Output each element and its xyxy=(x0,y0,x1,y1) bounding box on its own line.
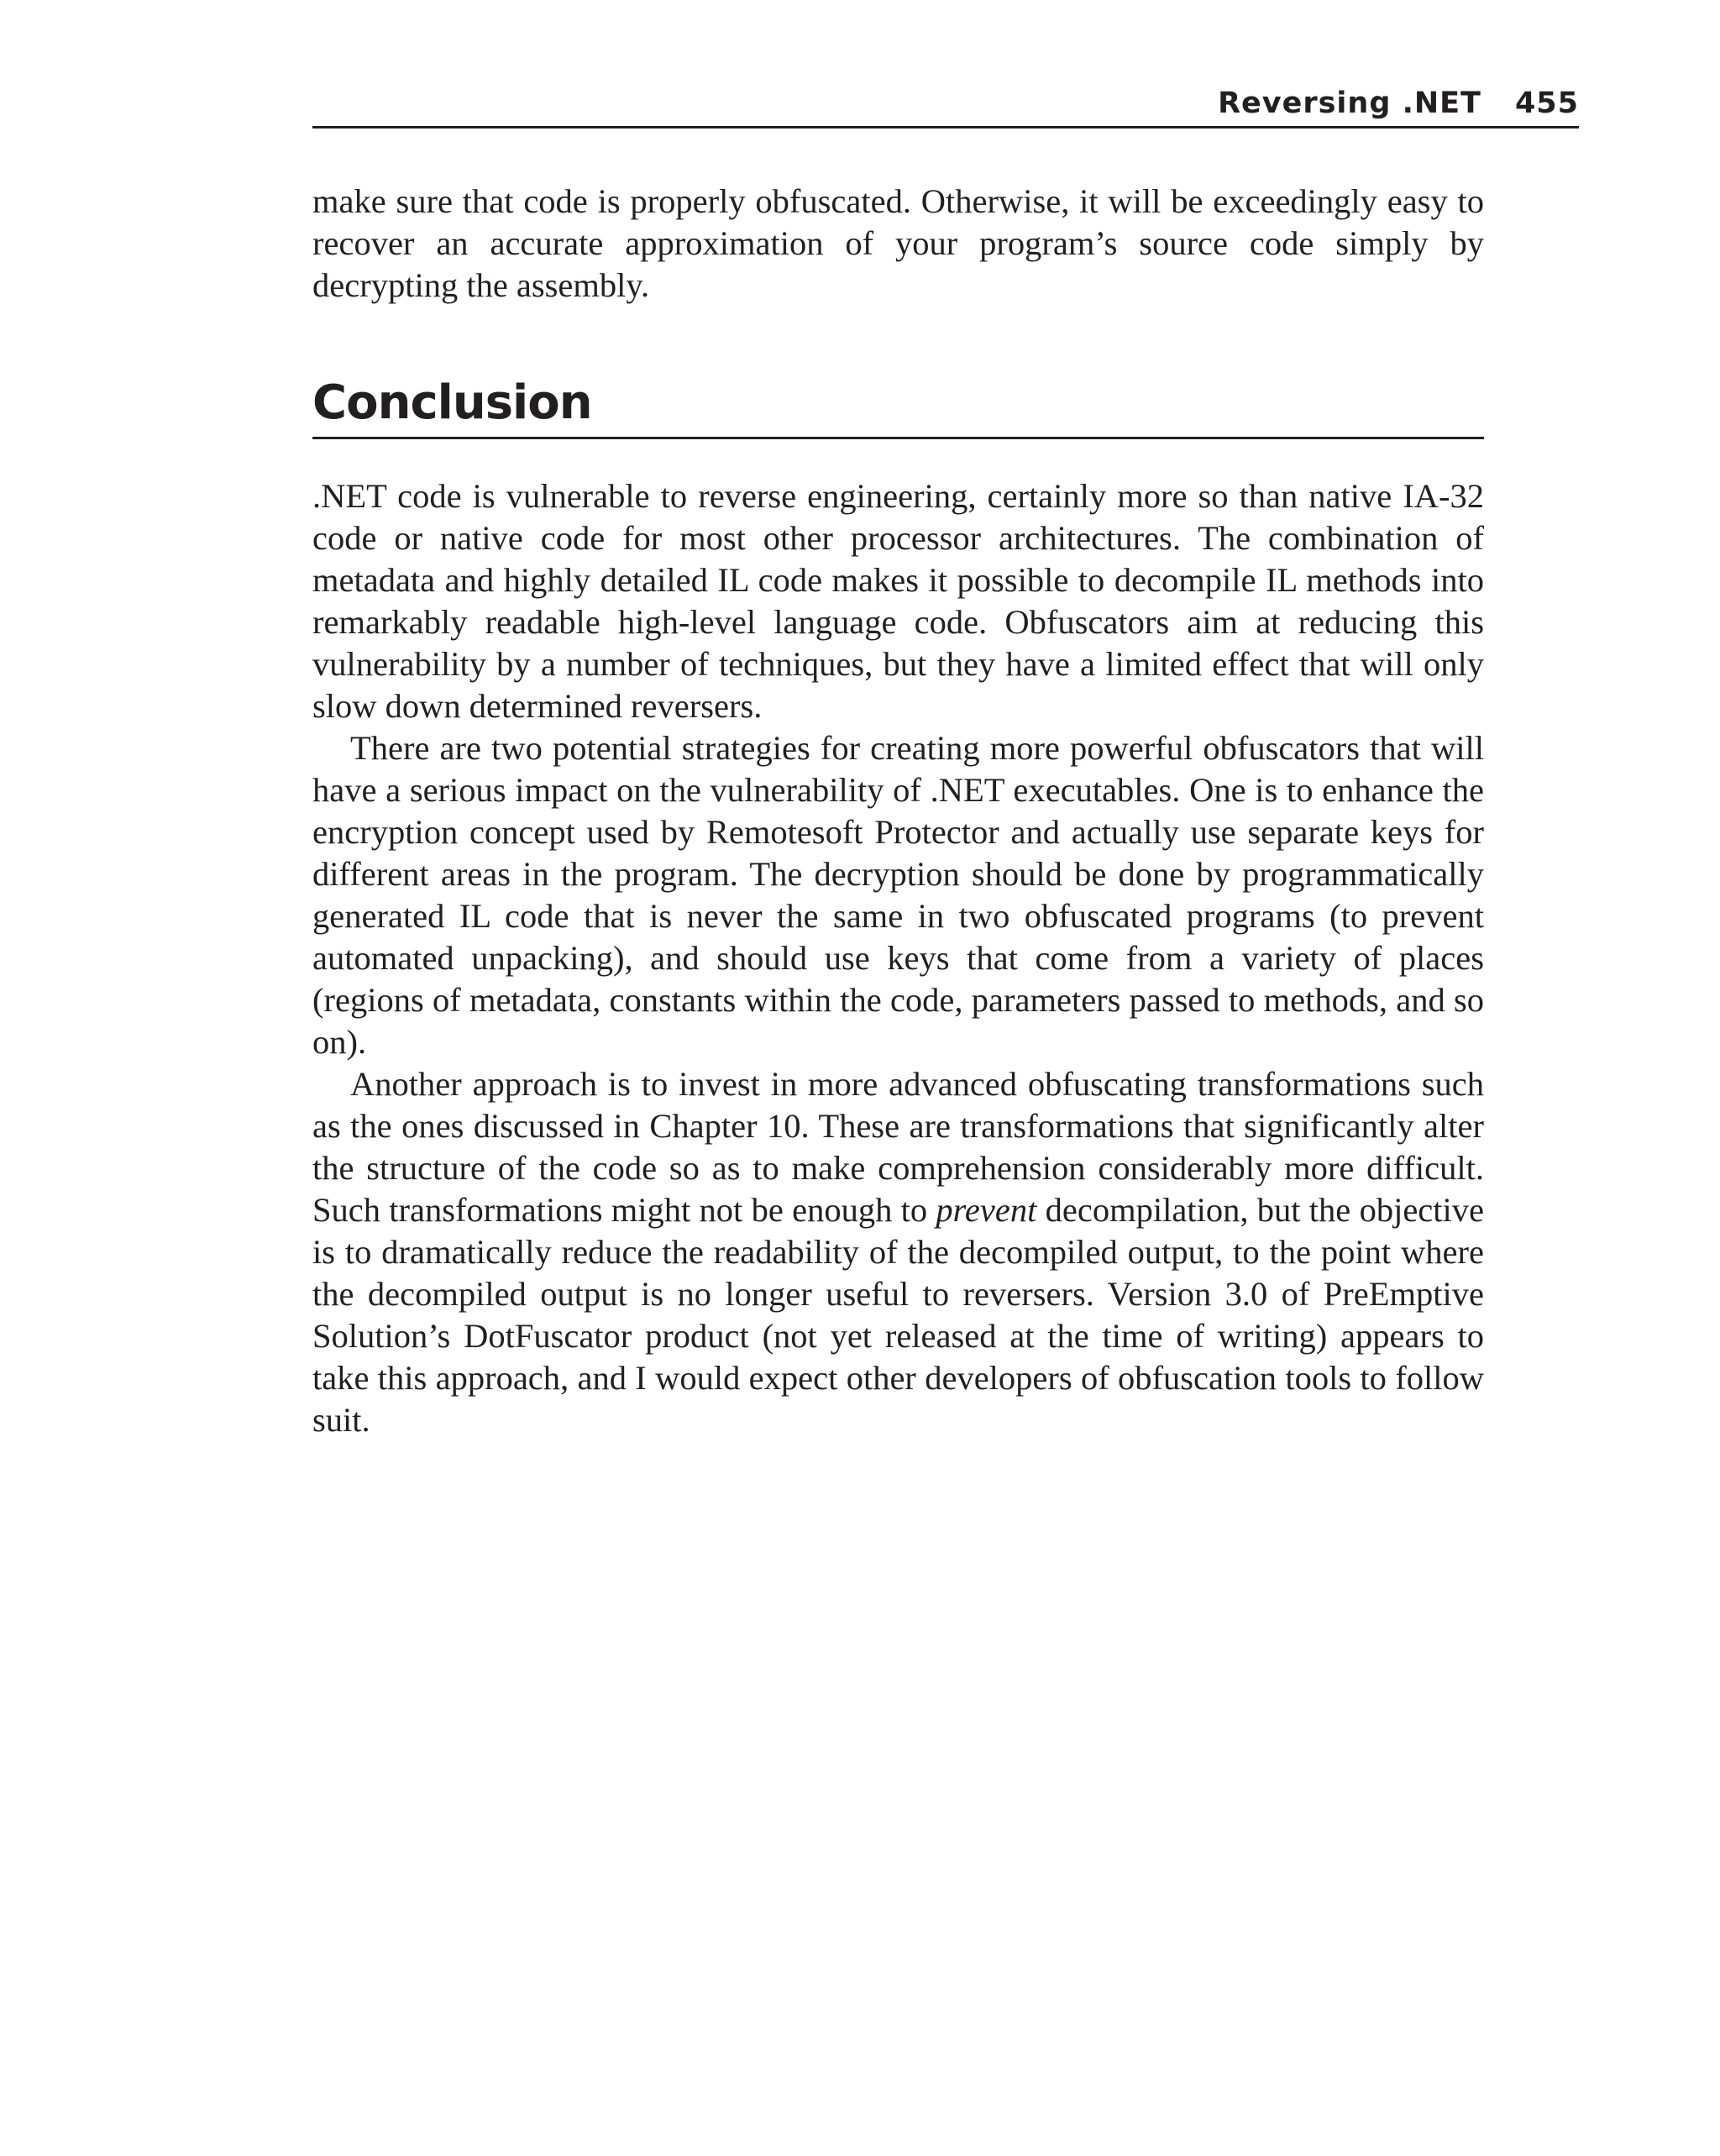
paragraph-3-part-2: decompilation, but the objective is to dramatically reduce the readability of the decompiled output, to the point where the decompiled output is no longer useful to reversers. Version 3.0 of PreEmptive Solution’s DotFuscator product (not yet released at the time of writing) appears to take this approach, and I would expect other developers of obfuscation tools to follow suit. xyxy=(312,1191,1485,1439)
lead-paragraph-block xyxy=(312,181,1484,307)
section-body xyxy=(312,475,1484,1441)
lead-paragraph: make sure that code is properly obfuscated. Otherwise, it will be exceedingly easy to recover an accurate approximation of your program’s source code simply by decrypting the assembly. xyxy=(312,182,1484,304)
paragraph-1: .NET code is vulnerable to reverse engineering, certainly more so than native IA-32 code or native code for most other processor architectures. The combination of metadata and highly detailed IL code makes it possible to decompile IL methods into remarkably readable high-level language code. Obfuscators aim at reducing this vulnerability by a number of techniques, but they have a limited effect that will only slow down determined reversers. xyxy=(312,477,1484,725)
page-number: 455 xyxy=(1514,87,1579,120)
running-header xyxy=(312,81,1579,129)
header-section-title: Reversing .NET xyxy=(1218,87,1481,120)
paragraph-3 xyxy=(312,1063,1484,1441)
paragraph-3-part-1: Another approach is to invest in more advanced obfuscating transformations such as the ones discussed in Chapter 10. These are transformations that significantly alter the structure of the code so as to make comprehension considerably more difficult. Such transformations might not be enough to xyxy=(312,1065,1484,1229)
paragraph-2: There are two potential strategies for creating more powerful obfuscators that will have a serious impact on the vulnerability of .NET executables. One is to enhance the encryption concept used by Remotesoft Protector and actually use separate keys for different areas in the program. The decryption should be done by programmatically generated IL code that is never the same in two obfuscated programs (to prevent automated unpacking), and should use keys that come from a variety of places (regions of metadata, constants within the code, parameters passed to methods, and so on). xyxy=(312,729,1484,1061)
section-heading: Conclusion xyxy=(312,370,1484,439)
emphasis-prevent: prevent xyxy=(936,1191,1037,1229)
